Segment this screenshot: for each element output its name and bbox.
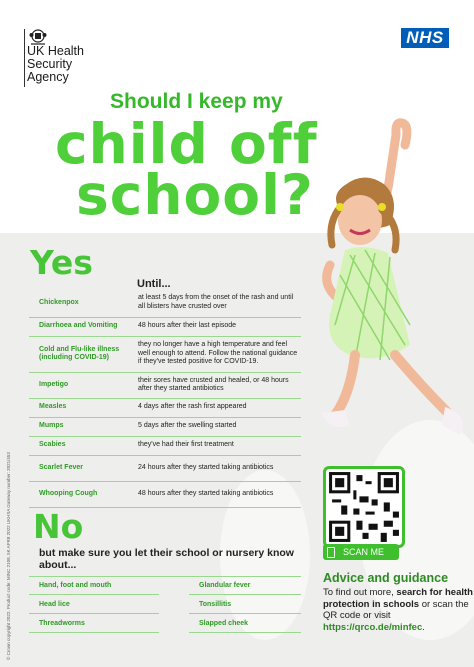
condition-name: Diarrhoea and Vomiting bbox=[29, 317, 134, 336]
table-row bbox=[29, 455, 301, 481]
headline-line-1: child off bbox=[55, 112, 318, 176]
condition-detail: at least 5 days from the onset of the rash and until all blisters have crusted over bbox=[134, 289, 301, 317]
condition-detail: they've had their first treatment bbox=[134, 436, 301, 455]
divider bbox=[29, 613, 159, 614]
divider bbox=[189, 594, 301, 595]
condition-item: Head lice bbox=[39, 601, 70, 608]
copyright-note bbox=[6, 420, 14, 660]
scan-me-button[interactable] bbox=[323, 544, 399, 560]
divider bbox=[29, 594, 159, 595]
condition-item: Glandular fever bbox=[199, 582, 251, 589]
headline-question: Should I keep my bbox=[110, 90, 283, 113]
divider bbox=[29, 576, 301, 577]
condition-detail: they no longer have a high temperature and feel well enough to attend. Follow the national guidance if they've tested positive for COVID-19. bbox=[134, 336, 301, 372]
table-row bbox=[29, 336, 301, 372]
table-row bbox=[29, 317, 301, 336]
scan-me-label: SCAN ME bbox=[343, 547, 385, 557]
condition-detail: 48 hours after they started taking antibiotics bbox=[134, 481, 301, 507]
condition-name: Scarlet Fever bbox=[29, 455, 134, 481]
agency-line: UK Health bbox=[27, 44, 84, 58]
table-row bbox=[29, 481, 301, 507]
condition-detail: 48 hours after their last episode bbox=[134, 317, 301, 336]
qr-code[interactable] bbox=[323, 466, 405, 548]
table-row bbox=[29, 398, 301, 417]
condition-name: Cold and Flu-like illness (including COVID-19) bbox=[29, 336, 134, 372]
copyright-text: © Crown copyright 2022. Product code: MINC 2108, 5K APR8 2022 UKHSA Gateway number: 2021/453 bbox=[6, 452, 11, 660]
until-label: Until... bbox=[137, 278, 171, 290]
jumping-girl-illustration bbox=[310, 115, 474, 455]
agency-line: Agency bbox=[27, 70, 69, 84]
condition-detail: 24 hours after they started taking antibiotics bbox=[134, 455, 301, 481]
nhs-logo: NHS bbox=[401, 28, 449, 48]
condition-item: Tonsillitis bbox=[199, 601, 232, 608]
no-heading: No bbox=[33, 507, 84, 546]
condition-name: Whooping Cough bbox=[29, 481, 134, 507]
no-subheading: but make sure you let their school or nursery know about... bbox=[39, 547, 294, 571]
advice-text-before: To find out more, bbox=[323, 587, 397, 598]
agency-logo-rule bbox=[24, 29, 25, 87]
condition-detail: 5 days after the swelling started bbox=[134, 417, 301, 436]
qr-code-pattern bbox=[326, 469, 402, 545]
condition-item: Hand, foot and mouth bbox=[39, 582, 112, 589]
advice-search-term: search for health protection in schools bbox=[323, 587, 473, 610]
divider bbox=[29, 632, 159, 633]
divider bbox=[189, 613, 301, 614]
condition-name: Mumps bbox=[29, 417, 134, 436]
advice-text-after: or scan the QR code or visit bbox=[323, 598, 469, 621]
advice-end: . bbox=[422, 621, 425, 633]
table-row bbox=[29, 289, 301, 317]
keep-off-table bbox=[29, 289, 301, 508]
condition-name: Measles bbox=[29, 398, 134, 417]
yes-heading: Yes bbox=[30, 243, 93, 282]
condition-item: Threadworms bbox=[39, 620, 85, 627]
table-row bbox=[29, 372, 301, 398]
advice-link[interactable]: https://qrco.de/minfec bbox=[323, 621, 423, 633]
table-row bbox=[29, 417, 301, 436]
agency-logo-text bbox=[27, 45, 84, 84]
phone-icon bbox=[327, 547, 335, 558]
condition-item: Slapped cheek bbox=[199, 620, 249, 627]
condition-detail: 4 days after the rash first appeared bbox=[134, 398, 301, 417]
agency-line: Security bbox=[27, 57, 73, 71]
advice-text bbox=[323, 587, 473, 633]
table-row bbox=[29, 436, 301, 455]
condition-name: Scabies bbox=[29, 436, 134, 455]
condition-name: Impetigo bbox=[29, 372, 134, 398]
condition-detail: their sores have crusted and healed, or 48 hours after they started antibiotics bbox=[134, 372, 301, 398]
divider bbox=[189, 632, 301, 633]
advice-heading: Advice and guidance bbox=[323, 571, 449, 585]
headline-line-2: school? bbox=[76, 163, 314, 227]
condition-name: Chickenpox bbox=[29, 289, 134, 317]
